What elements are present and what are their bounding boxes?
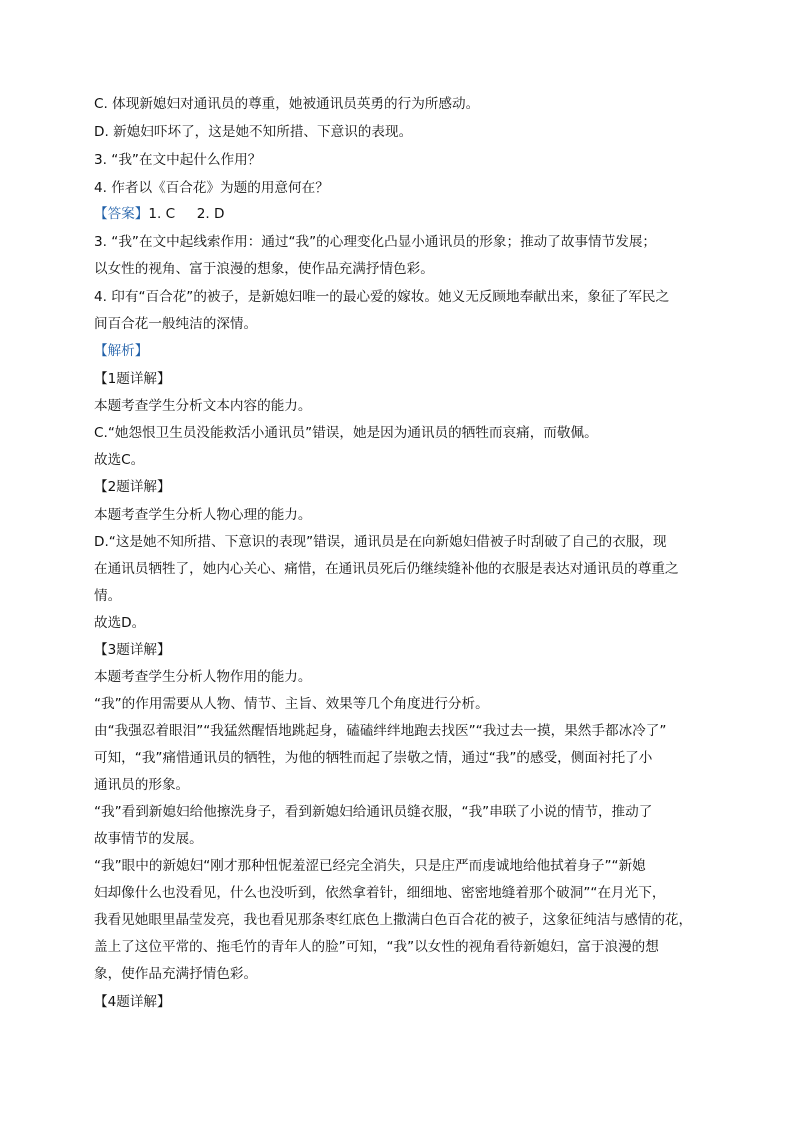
q2-line-1: 本题考查学生分析人物心理的能力。	[94, 507, 312, 523]
analysis-label: 【解析】	[94, 343, 149, 359]
q3-line-10: 我看见她眼里晶莹发亮，我也看见那条枣红底色上撒满白色百合花的被子，这象征纯洁与感情的花，	[94, 912, 693, 928]
answer-choices: 1. C 2. D	[148, 206, 225, 222]
q1-line-3: 故选C。	[94, 452, 145, 468]
q3-line-8: “我”眼中的新媳妇“刚才那种忸怩羞涩已经完全消失，只是庄严而虔诚地给他拭着身子”“新媳	[94, 858, 646, 874]
answer-label: 【答案】	[94, 206, 149, 222]
q2-line-5: 故选D。	[94, 615, 146, 631]
answer-3-line-2: 以女性的视角、富于浪漫的想象，使作品充满抒情色彩。	[94, 261, 434, 277]
option-c: C. 体现新媳妇对通讯员的尊重，她被通讯员英勇的行为所感动。	[94, 96, 480, 112]
q2-line-3: 在通讯员牺牲了，她内心关心、痛惜，在通讯员死后仍继续缝补他的衣服是表达对通讯员的尊重之	[94, 561, 679, 577]
answer-4-line-1: 4. 印有“百合花”的被子，是新媳妇唯一的最心爱的嫁妆。她义无反顾地奉献出来，象征了军民之	[94, 289, 670, 305]
q3-line-4: 可知，“我”痛惜通讯员的牺牲，为他的牺牲而起了崇敬之情，通过“我”的感受，侧面衬托了小	[94, 750, 653, 766]
question-4: 4. 作者以《百合花》为题的用意何在？	[94, 180, 329, 196]
q1-line-2: C.“她怨恨卫生员没能救活小通讯员”错误，她是因为通讯员的牺牲而哀痛，而敬佩。	[94, 425, 598, 441]
q2-heading: 【2题详解】	[94, 479, 171, 495]
q3-line-7: 故事情节的发展。	[94, 831, 203, 847]
answer-row	[94, 205, 225, 223]
q3-line-12: 象，使作品充满抒情色彩。	[94, 966, 258, 982]
q3-line-6: “我”看到新媳妇给他擦洗身子，看到新媳妇给通讯员缝衣服，“我”串联了小说的情节，推动了	[94, 804, 653, 820]
q1-line-1: 本题考查学生分析文本内容的能力。	[94, 398, 312, 414]
answer-3-line-1: 3. “我”在文中起线索作用：通过“我”的心理变化凸显小通讯员的形象；推动了故事情节发展；	[94, 234, 657, 250]
q3-heading: 【3题详解】	[94, 642, 171, 658]
q3-line-2: “我”的作用需要从人物、情节、主旨、效果等几个角度进行分析。	[94, 696, 489, 712]
option-d: D. 新媳妇吓坏了，这是她不知所措、下意识的表现。	[94, 124, 413, 140]
q3-line-1: 本题考查学生分析人物作用的能力。	[94, 669, 312, 685]
q2-line-4: 情。	[94, 588, 122, 604]
answer-4-line-2: 间百合花一般纯洁的深情。	[94, 316, 258, 332]
q1-heading: 【1题详解】	[94, 371, 171, 387]
q3-line-5: 通讯员的形象。	[94, 777, 190, 793]
q3-line-11: 盖上了这位平常的、拖毛竹的青年人的脸”可知，“我”以女性的视角看待新媳妇，富于浪漫的想	[94, 939, 659, 955]
q4-heading: 【4题详解】	[94, 994, 171, 1010]
q3-line-3: 由“我强忍着眼泪”“我猛然醒悟地跳起身，磕磕绊绊地跑去找医”“我过去一摸，果然手都冰冷了”	[94, 723, 667, 739]
q3-line-9: 妇却像什么也没看见，什么也没听到，依然拿着针，细细地、密密地缝着那个破洞”“在月光下，	[94, 885, 666, 901]
q2-line-2: D.“这是她不知所措、下意识的表现”错误，通讯员是在向新媳妇借被子时刮破了自己的衣服，现	[94, 534, 667, 550]
question-3: 3. “我”在文中起什么作用？	[94, 152, 262, 168]
